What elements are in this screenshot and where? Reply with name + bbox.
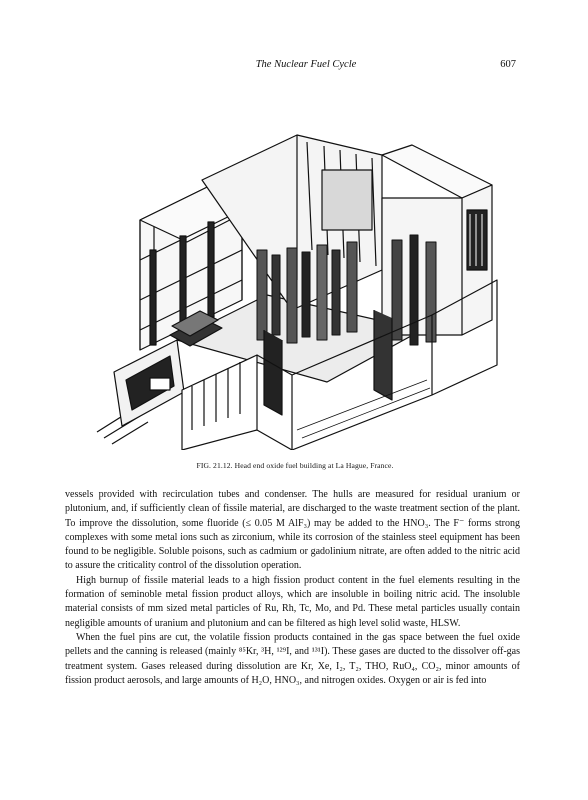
running-title: The Nuclear Fuel Cycle [255, 59, 357, 70]
figure-fuel-building-illustration [92, 130, 512, 450]
running-head [96, 59, 516, 75]
page-number: 607 [500, 59, 516, 70]
figure-caption: FIG. 21.12. Head end oxide fuel building at La Hague, France. [196, 461, 394, 470]
paragraph-2: High burnup of fissile material leads to a high fission product content in the fuel elements resulting in the formation of seminoble metal fission product alloys, which are insoluble in boiling nitric acid. The insoluble material consists of mm sized metal particles of Ru, Rh, Tc, Mo, and Pd. These metal particles usually contain negligible amounts of uranium and plutonium and can be filtered as high level solid waste, HLSW. [65, 574, 520, 629]
fuel-building-drawing [92, 130, 512, 450]
body-text [65, 488, 520, 688]
paragraph-3: When the fuel pins are cut, the volatile fission products contained in the gas space between the fuel oxide pellets and the canning is released (mainly ⁸⁵Kr, ³H, ¹²⁹I, and ¹³¹I). These gases are ducted to the dissolver off-gas treatment system. Gases released during dissolution are Kr, Xe, I₂, T₂, THO, RuO₄, CO₂, minor amounts of fission product aerosols, and large amounts of H₂O, HNO₃, and nitrogen oxides. Oxygen or air is fed into [65, 631, 520, 686]
paragraph-1: vessels provided with recirculation tubes and condenser. The hulls are measured for residual uranium or plutonium, and, if sufficiently clean of fissile material, are discharged to the waste treatment section of the plant. To improve the dissolution, some fluoride (≤ 0.05 M AlF₃) may be added to the HNO₃. The F⁻ forms strong complexes with some metal ions such as zirconium, while its corrosion of the stainless steel equipment has been found to be negligible. Soluble poisons, such as cadmium or gadolinium nitrate, are often added to the nitric acid to assure the criticality control of the dissolution operation. [65, 489, 520, 572]
